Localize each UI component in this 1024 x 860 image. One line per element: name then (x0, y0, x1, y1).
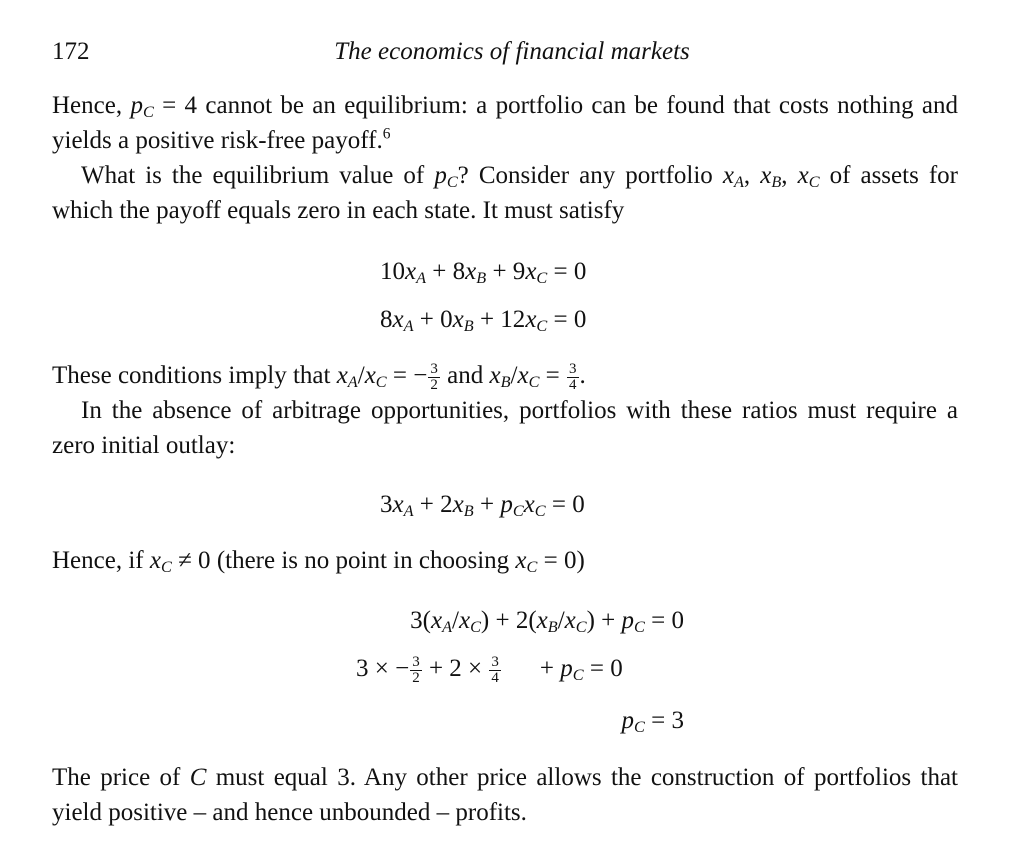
paragraph-4: In the absence of arbitrage opportunities, portfolios with these ratios must require a zero initial outlay: (52, 397, 958, 459)
paragraph-2: What is the equilibrium value of $p_C$? Consider any portfolio $x_A$, $x_B$, $x_C$ of assets for which the payoff equals zero in each state. It must satisfy (52, 162, 959, 224)
equation-zero-outlay: $3x_A + 2x_B + p_Cx_C = 0$ (380, 491, 585, 521)
equation-result: $p_C = 3$ (621, 707, 684, 737)
paragraph-1: Hence, $p_C = 4$ cannot be an equilibrium: a portfolio can be found that costs nothing and yields a positive risk-free payoff.$^6$ (52, 92, 959, 154)
page-number: 172 (52, 38, 90, 65)
running-head: The economics of financial markets (334, 38, 690, 65)
fraction-three-halves: $\frac{3}{2}$ (430, 360, 438, 393)
equation-ratio: $3(x_A/x_C) + 2(x_B/x_C) + p_C = 0$ (410, 607, 684, 637)
paragraph-5: Hence, if $x_C \ne 0$ (there is no point in choosing $x_C = 0$) (52, 547, 585, 577)
footnote-marker[interactable]: 6 (382, 125, 391, 143)
equation-payoff-1: $10x_A + 8x_B + 9x_C = 0$ (380, 258, 587, 288)
paragraph-6: The price of C must equal 3. Any other price allows the construction of portfolios that yield positive – and hence unbounded – profits. (52, 764, 958, 826)
equation-substituted: 3 × − $\frac{3}{2}$ + 2 × $\frac{3}{4}$ + $p_C = 0$ (356, 653, 623, 686)
paragraph-3: These conditions imply that $x_A/x_C$ = − $\frac{3}{2}$ and $x_B/x_C$ = $\frac{3}{4}$ . (52, 360, 586, 393)
fraction-three-quarters: $\frac{3}{4}$ (569, 360, 577, 393)
equation-payoff-2: $8x_A + 0x_B + 12x_C = 0$ (380, 306, 587, 336)
